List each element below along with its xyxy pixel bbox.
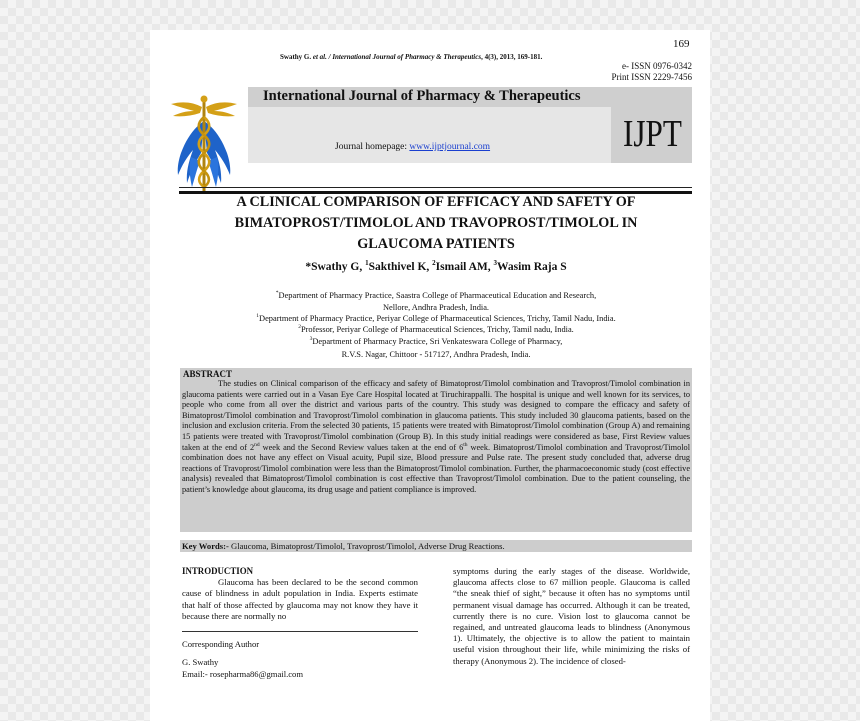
affiliation: $^2$Professor, Periyar College of Pharmaceutical Sciences, Trichy, Tamil nadu, India. xyxy=(298,324,574,334)
affiliation: $^1$Department of Pharmacy Practice, Periyar College of Pharmaceutical Sciences, Trichy, Tamil Nadu, India. xyxy=(256,313,616,323)
abstract-heading: ABSTRACT xyxy=(183,369,233,379)
intro-left-column xyxy=(182,566,418,622)
paper-page xyxy=(150,30,710,721)
intro-left-text: Glaucoma has been declared to be the second common cause of blindness in adult population in India. Experts estimate that half of those affected by glaucoma may not know they have it because there are normally no xyxy=(182,577,418,621)
paper-title: A CLINICAL COMPARISON OF EFFICACY AND SAFETY OF BIMATOPROST/TIMOLOL AND TRAVOPROST/TIMOLOL IN GLAUCOMA PATIENTS xyxy=(234,194,638,252)
intro-heading: INTRODUCTION xyxy=(182,566,254,576)
eissn: e- ISSN 0976-0342 xyxy=(622,61,692,71)
intro-right-column: symptoms during the early stages of the disease. Worldwide, glaucoma affects close to 67 million people. Glaucoma is called “the sneak thief of sight,” because it often has no symptoms until permanent visual damage has occurred. Although it can be treated, currently there is no cure. Vision lost to glaucoma cannot be regained, and untreated glaucoma leads to blindness (Anonymous 1). Ultimately, the objective is to allow the patient to maintain useful vision throughout their life, while minimizing the risks of therapy (Anonymous 2). The incidence of closed- xyxy=(453,566,690,666)
abstract-text: The studies on Clinical comparison of the efficacy and safety of Bimatoprost/Timolol combination and Travoprost/Timolol combination in glaucoma patients were carried out in a Vasan Eye Care Hospital located at Tiruchirappalli. The hospital is unique and well known for its services, to people who come from all over the district and various parts of the country. This study was designed to compare the efficacy and safety of Bimatoprost/Timolol combination and Travoprost/Timolol combination in glaucoma patients. This study included 30 glaucoma patients, based on the inclusion and exclusion criteria. From the selected 30 patients, 15 patients were treated with Bimatoprost/Timolol combination (Group A) and remaining 15 patients were treated with Travoprost/Timolol combination (Group B). In this study initial readings were considered as base, First Review values taken at the end of 2nd week and the Second Review values taken at the end of 6th week. Bimatoprost/Timolol combination and Travoprost/Timolol combination does not have any effect on Visual acuity, Pupil size, Blood pressure and Pulse rate. The present study concluded that, adverse drug reactions of Travoprost/Timolol combination were less than the Bimatoprost/Timolol combination. Further, the pharmacoeconomic study (cost effective analysis) revealed that Bimatoprost/Timolol combination is cost effective than Travoprost/Timolol combination. Due to the patient counseling, the patient’s knowledge about glaucoma, its drug usage and patient compliance is improved. xyxy=(182,379,690,494)
corresponding-author: Corresponding Author G. Swathy Email:- rosepharma86@gmail.com xyxy=(182,639,304,679)
affiliation: Nellore, Andhra Pradesh, India. xyxy=(382,302,490,312)
journal-title: International Journal of Pharmacy & Therapeutics xyxy=(263,88,581,104)
page-number: 169 xyxy=(673,38,690,50)
running-citation: Swathy G. et al. / International Journal of Pharmacy & Therapeutics, 4(3), 2013, 169-181. xyxy=(280,53,543,61)
print-issn: Print ISSN 2229-7456 xyxy=(611,72,692,82)
caduceus-icon xyxy=(167,87,241,199)
ijpt-logo-text: IJPT xyxy=(623,113,682,155)
homepage-link[interactable]: www.ijptjournal.com xyxy=(409,142,491,152)
affiliation: R.V.S. Nagar, Chittoor - 517127, Andhra Pradesh, India. xyxy=(341,349,531,359)
journal-header-inner xyxy=(248,107,611,163)
keywords: Key Words:- Glaucoma, Bimatoprost/Timolol, Travoprost/Timolol, Adverse Drug Reactions. xyxy=(182,541,505,551)
affiliation: *Department of Pharmacy Practice, Saastra College of Pharmaceutical Education and Research, xyxy=(275,290,597,300)
journal-homepage: Journal homepage: www.ijptjournal.com xyxy=(335,142,491,152)
footnote-rule xyxy=(182,631,418,632)
affiliation: $^3$Department of Pharmacy Practice, Sri Venkateswara College of Pharmacy, xyxy=(309,336,563,346)
header-rule-thin xyxy=(179,187,692,188)
author-list: *Swathy G, $^1$Sakthivel K, $^2$Ismail AM, $^3$Wasim Raja S xyxy=(305,259,567,273)
